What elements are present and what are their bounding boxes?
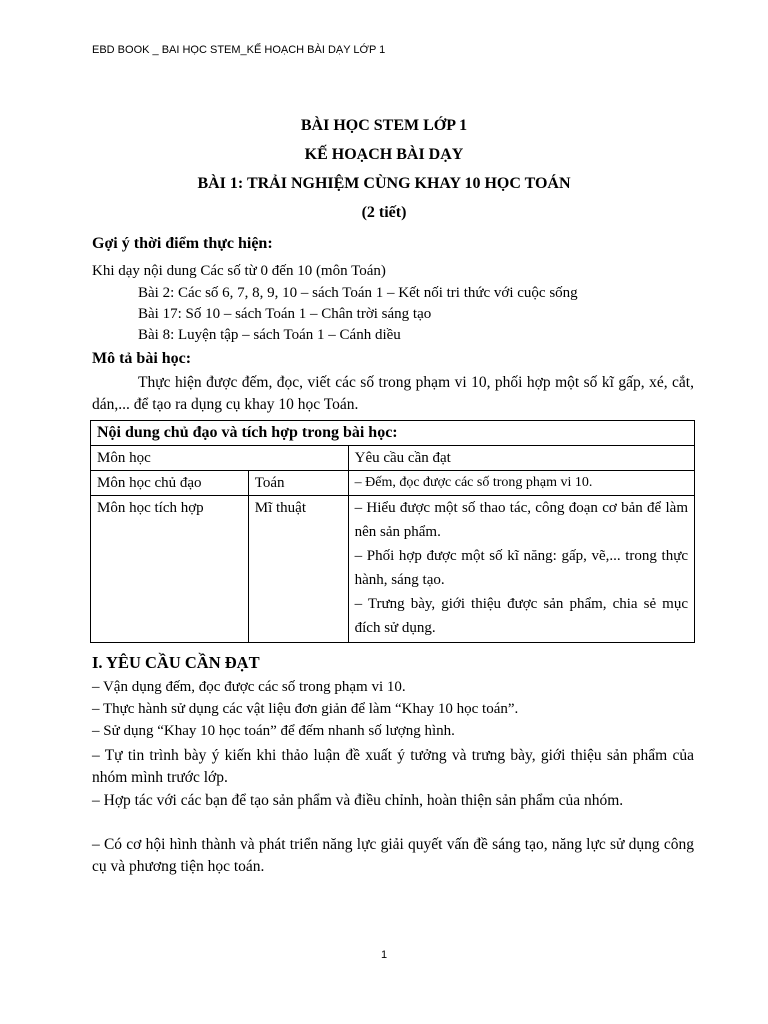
integrated-requirement-item: – Trưng bày, giới thiệu được sản phẩm, chia sẻ mục đích sử dụng. [354,596,688,636]
integrated-requirement-item: – Hiểu được một số thao tác, công đoạn cơ bản để làm nên sản phẩm. [354,500,688,540]
list-item: – Tự tin trình bày ý kiến khi thảo luận đề xuất ý tưởng và trưng bày, giới thiệu sản phẩm của nhóm mình trước lớp. [92,747,694,786]
list-item: – Sử dụng “Khay 10 học toán” để đếm nhanh số lượng hình. [92,723,455,739]
description-text: Thực hiện được đếm, đọc, viết các số trong phạm vi 10, phối hợp một số kĩ gấp, xé, cắt, dán,... để tạo ra dụng cụ khay 10 học Toán. [92,374,694,413]
title-stem: BÀI HỌC STEM LỚP 1 [300,117,468,134]
page-number: 1 [380,949,388,961]
main-subject-label: Môn học chủ đạo [91,471,249,496]
integrated-subject: Mĩ thuật [248,496,348,643]
header-subject: Môn học [91,446,349,471]
timing-lesson-2: Bài 17: Số 10 – sách Toán 1 – Chân trời sáng tạo [138,306,432,322]
main-subject: Toán [248,471,348,496]
title-periods: (2 tiết) [361,204,407,221]
table-row [91,471,695,496]
section-heading: I. YÊU CẦU CẦN ĐẠT [92,653,260,672]
table-header-row [91,446,695,471]
list-item: – Thực hành sử dụng các vật liệu đơn giản để làm “Khay 10 học toán”. [92,701,519,717]
integrated-requirement-item: – Phối hợp được một số kĩ năng: gấp, vẽ,... trong thực hành, sáng tạo. [354,548,688,588]
table-row [91,496,695,643]
content-table [90,420,695,643]
description-heading: Mô tả bài học: [92,350,192,367]
timing-lesson-3: Bài 8: Luyện tập – sách Toán 1 – Cánh diều [138,327,401,343]
list-item: – Có cơ hội hình thành và phát triển năng lực giải quyết vấn đề sáng tạo, năng lực sử dụng công cụ và phương tiện học toán. [92,836,694,875]
timing-intro: Khi dạy nội dung Các số từ 0 đến 10 (môn Toán) [92,263,386,279]
table-title: Nội dung chủ đạo và tích hợp trong bài học: [91,421,695,446]
title-plan: KẾ HOẠCH BÀI DẠY [304,146,464,163]
integrated-subject-label: Môn học tích hợp [91,496,249,643]
main-requirement: – Đếm, đọc được các số trong phạm vi 10. [348,471,694,496]
timing-heading: Gợi ý thời điểm thực hiện: [92,235,273,252]
list-item: – Hợp tác với các bạn để tạo sản phẩm và điều chỉnh, hoàn thiện sản phẩm của nhóm. [92,792,624,809]
list-item: – Vận dụng đếm, đọc được các số trong phạm vi 10. [92,679,406,695]
header-requirement: Yêu cầu cần đạt [348,446,694,471]
timing-lesson-1: Bài 2: Các số 6, 7, 8, 9, 10 – sách Toán 1 – Kết nối tri thức với cuộc sống [138,285,578,301]
integrated-requirements [348,496,694,643]
page-header: EBD BOOK _ BAI HỌC STEM_KẾ HOẠCH BÀI DẠY LỚP 1 [92,44,386,56]
table-title-row [91,421,695,446]
title-lesson: BÀI 1: TRẢI NGHIỆM CÙNG KHAY 10 HỌC TOÁN [197,175,571,192]
